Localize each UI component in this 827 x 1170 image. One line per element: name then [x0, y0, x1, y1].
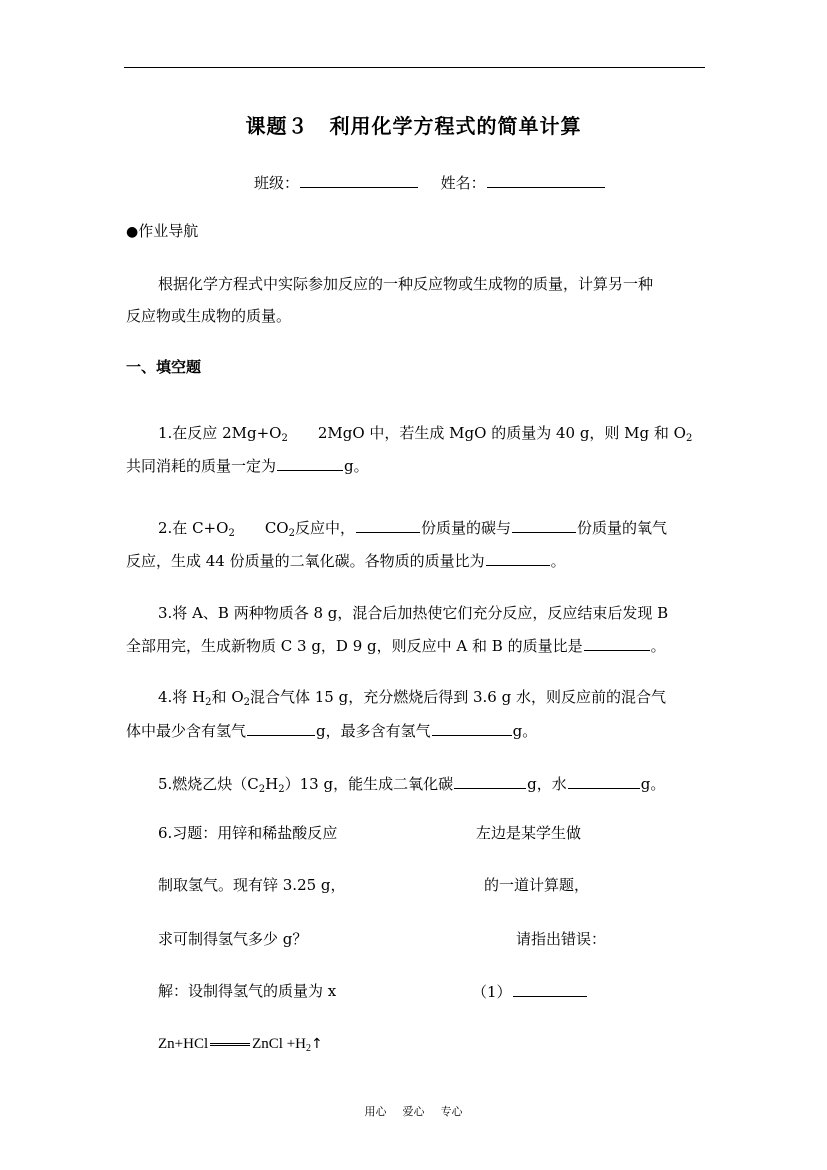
- question-6-right-1: 左边是某学生做: [476, 824, 582, 842]
- question-6-right-4: （1）: [472, 981, 588, 1002]
- footer-item-1: 用心: [364, 1105, 387, 1118]
- question-3-line1: 3.将 A、B 两种物质各 8 g，混合后加热使它们充分反应，反应结束后发现 B: [158, 604, 669, 622]
- question-1-line1: 1.在反应 $2Mg+O_2$ 2MgO 中，若生成 MgO 的质量为 40 g，则 Mg 和 $O_2$: [158, 424, 693, 444]
- question-6-equation: Zn+HCl ZnCl $+H_2↑$: [158, 1036, 323, 1054]
- equals-sign: [210, 1043, 250, 1046]
- question-6-right-2: 的一道计算题，: [484, 876, 590, 894]
- name-blank[interactable]: [487, 172, 605, 188]
- q6-blank-1[interactable]: [513, 981, 587, 997]
- footer-item-3: 专心: [440, 1105, 463, 1118]
- class-blank[interactable]: [300, 172, 418, 188]
- q3-blank[interactable]: [584, 635, 650, 651]
- question-6-left-4: 解：设制得氢气的质量为 x: [158, 982, 337, 1000]
- q2-blank-3[interactable]: [486, 550, 550, 566]
- q1-blank[interactable]: [277, 455, 343, 471]
- question-2-line2: 反应，生成 44 份质量的二氧化碳。各物质的质量比为 。: [126, 552, 566, 570]
- q4-blank-1[interactable]: [247, 720, 315, 736]
- section-nav-label: 作业导航: [138, 222, 199, 240]
- bullet-icon: ●: [126, 224, 139, 240]
- question-4-line2: 体中最少含有氢气 g，最多含有氢气 g。: [126, 722, 538, 740]
- class-label: 班级：: [254, 174, 300, 192]
- question-6-left-1: 6.习题：用锌和稀盐酸反应: [158, 824, 338, 842]
- name-label: 姓名：: [440, 174, 486, 192]
- question-3-line2: 全部用完，生成新物质 C 3 g，D 9 g，则反应中 A 和 B 的质量比是 。: [126, 637, 666, 655]
- q2-blank-2[interactable]: [512, 517, 576, 533]
- question-5: 5.燃烧乙炔$(C_2H_2)13$ g，能生成二氧化碳 g，水 g。: [158, 775, 666, 795]
- footer-item-2: 爱心: [402, 1105, 425, 1118]
- q5-blank-1[interactable]: [454, 773, 526, 789]
- q5-blank-2[interactable]: [568, 773, 640, 789]
- q4-blank-2[interactable]: [432, 720, 512, 736]
- question-2-line1: 2.在 $C+O_2$ $CO_2$反应中， 份质量的碳与 份质量的氧气: [158, 519, 668, 539]
- section-nav: [126, 221, 198, 242]
- up-arrow-icon: ↑: [311, 1036, 323, 1052]
- class-field: [254, 172, 606, 193]
- question-4-line1: 4.将 $H_2$和 $O_2$混合气体 15 g，充分燃烧后得到 3.6 g 水，则反应前的混合气: [158, 688, 666, 708]
- nav-text-line2: 反应物或生成物的质量。: [126, 307, 292, 325]
- footer: [0, 1103, 827, 1119]
- question-6-left-3: 求可制得氢气多少 g？: [158, 930, 308, 948]
- question-6-right-3: 请指出错误：: [516, 930, 607, 948]
- question-1-line2: 共同消耗的质量一定为 g。: [126, 457, 369, 475]
- page-title: 课题３ 利用化学方程式的简单计算: [245, 114, 582, 138]
- question-6-left-2: 制取氢气。现有锌 3.25 g，: [158, 876, 346, 894]
- section-fill-title: 一、填空题: [126, 358, 202, 376]
- header-rule: [124, 67, 705, 68]
- nav-text-line1: 根据化学方程式中实际参加反应的一种反应物或生成物的质量，计算另一种: [158, 275, 654, 293]
- q2-blank-1[interactable]: [356, 517, 420, 533]
